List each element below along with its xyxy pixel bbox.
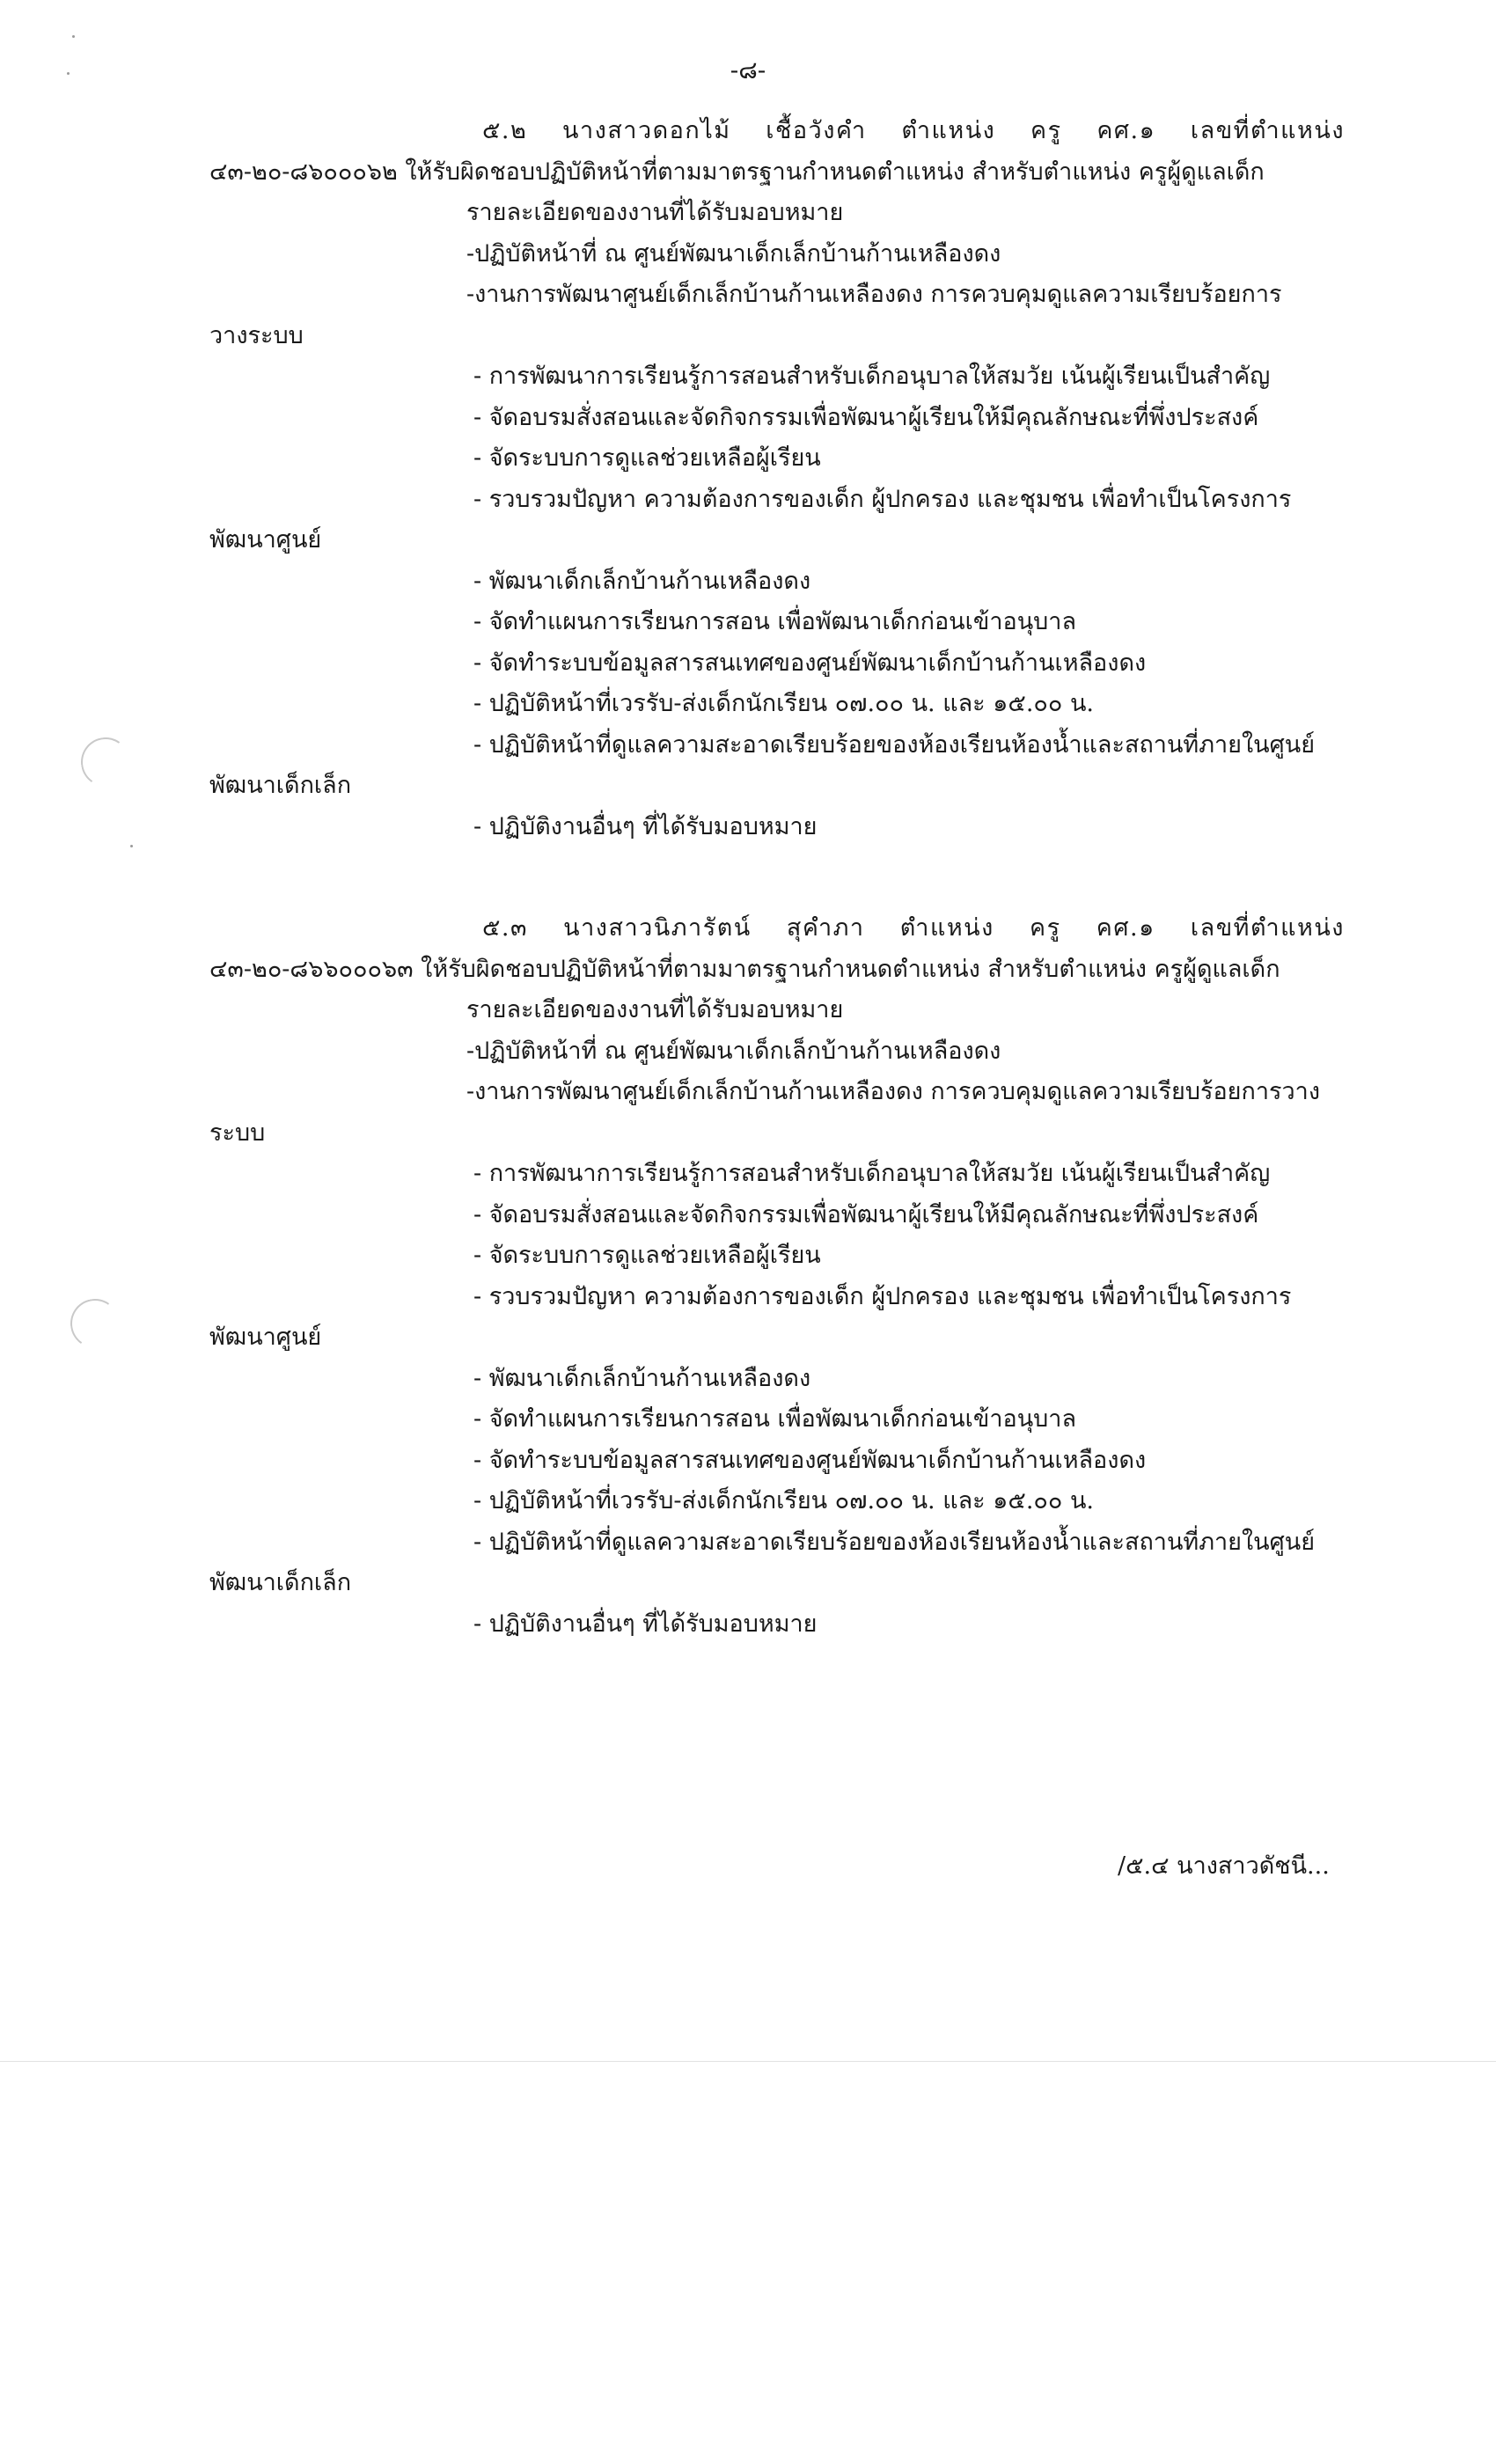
punch-hole-top [77,734,135,791]
section-line: -ปฏิบัติหน้าที่ ณ ศูนย์พัฒนาเด็กเล็กบ้านก้านเหลืองดง [466,239,1001,268]
bullet-item: - พัฒนาเด็กเล็กบ้านก้านเหลืองดง [473,567,811,595]
bullet-item: - จัดทำแผนการเรียนการสอน เพื่อพัฒนาเด็กก่อนเข้าอนุบาล [473,1405,1077,1433]
scan-edge-line [0,2061,1496,2062]
section-line: พัฒนาศูนย์ [209,1324,322,1351]
section-line: -ปฏิบัติหน้าที่ ณ ศูนย์พัฒนาเด็กเล็กบ้านก้านเหลืองดง [466,1037,1001,1065]
bullet-item: - ปฏิบัติงานอื่นๆ ที่ได้รับมอบหมาย [473,812,818,840]
bullet-item: - ปฏิบัติหน้าที่เวรรับ-ส่งเด็กนักเรียน ๐๗.๐๐ น. และ ๑๕.๐๐ น. [473,690,1094,717]
section-line: ระบบ [209,1118,266,1147]
bullet-item: - จัดระบบการดูแลช่วยเหลือผู้เรียน [473,1242,821,1269]
bullet-item: - รวบรวมปัญหา ความต้องการของเด็ก ผู้ปกครอง และชุมชน เพื่อทำเป็นโครงการ [473,485,1292,513]
scan-speck [130,845,133,847]
bullet-item: - ปฏิบัติงานอื่นๆ ที่ได้รับมอบหมาย [473,1610,818,1638]
bullet-item: - รวบรวมปัญหา ความต้องการของเด็ก ผู้ปกครอง และชุมชน เพื่อทำเป็นโครงการ [473,1282,1292,1310]
section-line: ๔๓-๒๐-๘๖๖๐๐๐๖๓ ให้รับผิดชอบปฏิบัติหน้าที่ตามมาตรฐานกำหนดตำแหน่ง สำหรับตำแหน่ง ครูผู้ดูแลเด็ก [209,955,1280,983]
section-heading: ๕.๒ นางสาวดอกไม้ เชื้อวังคำ ตำแหน่ง ครู คศ.๑ เลขที่ตำแหน่ง [482,117,1345,144]
bullet-item: - การพัฒนาการเรียนรู้การสอนสำหรับเด็กอนุบาลให้สมวัย เน้นผู้เรียนเป็นสำคัญ [473,1160,1271,1187]
section-heading: ๕.๓ นางสาวนิภารัตน์ สุคำภา ตำแหน่ง ครู คศ.๑ เลขที่ตำแหน่ง [482,914,1345,942]
section-line: -งานการพัฒนาศูนย์เด็กเล็กบ้านก้านเหลืองดง การควบคุมดูแลความเรียบร้อยการวาง [466,1078,1321,1105]
section-5-2 [209,111,1345,847]
scan-speck [72,35,75,38]
bullet-item: - จัดทำระบบข้อมูลสารสนเทศของศูนย์พัฒนาเด็กบ้านก้านเหลืองดง [473,1446,1147,1474]
bullet-item: - ปฏิบัติหน้าที่ดูแลความสะอาดเรียบร้อยของห้องเรียนห้องน้ำและสถานที่ภายในศูนย์ [473,730,1316,759]
section-line: พัฒนาเด็กเล็ก [209,1569,352,1596]
bullet-item: - พัฒนาเด็กเล็กบ้านก้านเหลืองดง [473,1364,811,1392]
section-line: รายละเอียดของงานที่ได้รับมอบหมาย [466,199,844,226]
section-line: พัฒนาศูนย์ [209,526,322,554]
bullet-item: - จัดระบบการดูแลช่วยเหลือผู้เรียน [473,444,821,472]
punch-hole-bottom [67,1295,124,1353]
bullet-item: - จัดทำแผนการเรียนการสอน เพื่อพัฒนาเด็กก่อนเข้าอนุบาล [473,608,1077,635]
bullet-item: - จัดทำระบบข้อมูลสารสนเทศของศูนย์พัฒนาเด็กบ้านก้านเหลืองดง [473,649,1147,677]
bullet-item: - การพัฒนาการเรียนรู้การสอนสำหรับเด็กอนุบาลให้สมวัย เน้นผู้เรียนเป็นสำคัญ [473,363,1271,390]
section-line: -งานการพัฒนาศูนย์เด็กเล็กบ้านก้านเหลืองดง การควบคุมดูแลความเรียบร้อยการ [466,281,1282,308]
section-line: รายละเอียดของงานที่ได้รับมอบหมาย [466,996,844,1023]
section-line: พัฒนาเด็กเล็ก [209,772,352,799]
bullet-item: - ปฏิบัติหน้าที่ดูแลความสะอาดเรียบร้อยของห้องเรียนห้องน้ำและสถานที่ภายในศูนย์ [473,1528,1316,1556]
section-line: ๔๓-๒๐-๘๖๐๐๐๖๒ ให้รับผิดชอบปฏิบัติหน้าที่ตามมาตรฐานกำหนดตำแหน่ง สำหรับตำแหน่ง ครูผู้ดูแลเด็ก [209,158,1265,186]
section-5-3 [209,908,1345,1645]
bullet-item: - จัดอบรมสั่งสอนและจัดกิจกรรมเพื่อพัฒนาผู้เรียนให้มีคุณลักษณะที่พึ่งประสงค์ [473,403,1259,431]
bullet-item: - ปฏิบัติหน้าที่เวรรับ-ส่งเด็กนักเรียน ๐๗.๐๐ น. และ ๑๕.๐๐ น. [473,1487,1094,1514]
continuation-note: /๕.๔ นางสาวดัชนี... [1118,1852,1330,1880]
page-number: -๘- [730,55,766,84]
section-line: วางระบบ [209,321,304,349]
bullet-item: - จัดอบรมสั่งสอนและจัดกิจกรรมเพื่อพัฒนาผู้เรียนให้มีคุณลักษณะที่พึ่งประสงค์ [473,1200,1259,1228]
